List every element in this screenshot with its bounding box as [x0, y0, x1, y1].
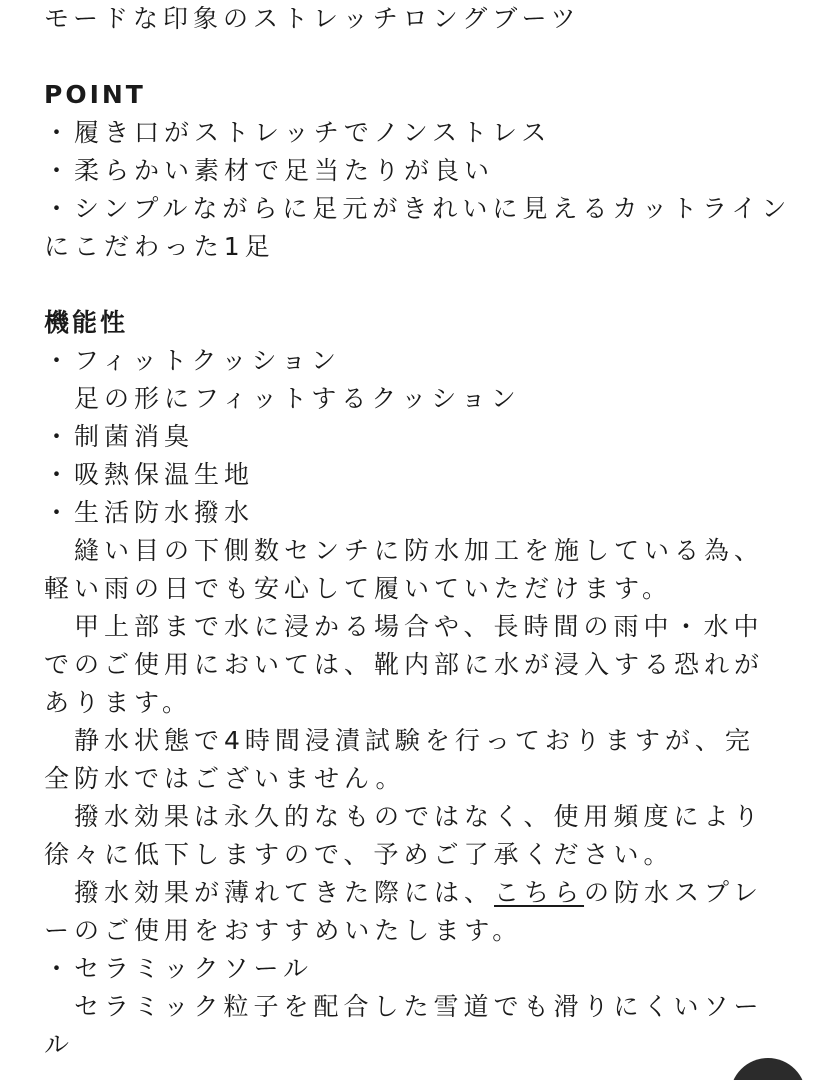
features-heading: 機能性 [44, 308, 129, 337]
waterproof-desc: 軽い雨の日でも安心して履いていただけます。 [44, 574, 673, 603]
point-item: ・シンプルながらに足元がきれいに見えるカットライン [44, 194, 792, 223]
waterproof-desc: の防水スプレ [584, 878, 764, 907]
waterproof-desc: 徐々に低下しますので、予めご了承ください。 [44, 840, 674, 869]
feature-waterproof: ・生活防水撥水 [44, 498, 255, 527]
waterproof-spray-line [44, 874, 784, 912]
point-item: ・履き口がストレッチでノンストレス [44, 118, 552, 147]
waterproof-desc: あります。 [44, 688, 193, 717]
waterproof-desc: ーのご使用をおすすめいたします。 [44, 916, 523, 945]
waterproof-desc: 撥水効果は永久的なものではなく、使用頻度により [74, 802, 764, 831]
point-item-continued: にこだわった1足 [44, 232, 275, 261]
waterproof-desc: 縫い目の下側数センチに防水加工を施している為、 [74, 536, 765, 565]
waterproof-desc: 甲上部まで水に浸かる場合や、長時間の雨中・水中 [74, 612, 764, 641]
feature-heat-fabric: ・吸熱保温生地 [44, 460, 255, 489]
feature-fit-cushion-desc: 足の形にフィットするクッション [74, 384, 521, 413]
point-heading: POINT [44, 80, 146, 109]
spacer [44, 266, 784, 304]
ceramic-sole-desc: セラミック粒子を配合した雪道でも滑りにくいソー [74, 992, 764, 1021]
waterproof-spray-link[interactable]: こちら [494, 878, 585, 907]
waterproof-desc: でのご使用においては、靴内部に水が浸入する恐れが [44, 650, 765, 679]
ceramic-sole-desc: ル [44, 1030, 75, 1059]
feature-ceramic-sole: ・セラミックソール [44, 954, 314, 983]
waterproof-desc: 撥水効果が薄れてきた際には、 [74, 878, 495, 907]
point-item: ・柔らかい素材で足当たりが良い [44, 156, 495, 185]
spacer [44, 38, 784, 76]
intro-text: モードな印象のストレッチロングブーツ [44, 4, 581, 33]
feature-fit-cushion: ・フィットクッション [44, 346, 342, 375]
product-description [44, 0, 792, 1064]
waterproof-desc: 静水状態で4時間浸漬試験を行っておりますが、完 [74, 726, 755, 755]
feature-antibacterial: ・制菌消臭 [44, 422, 195, 451]
waterproof-desc: 全防水ではございません。 [44, 764, 406, 793]
